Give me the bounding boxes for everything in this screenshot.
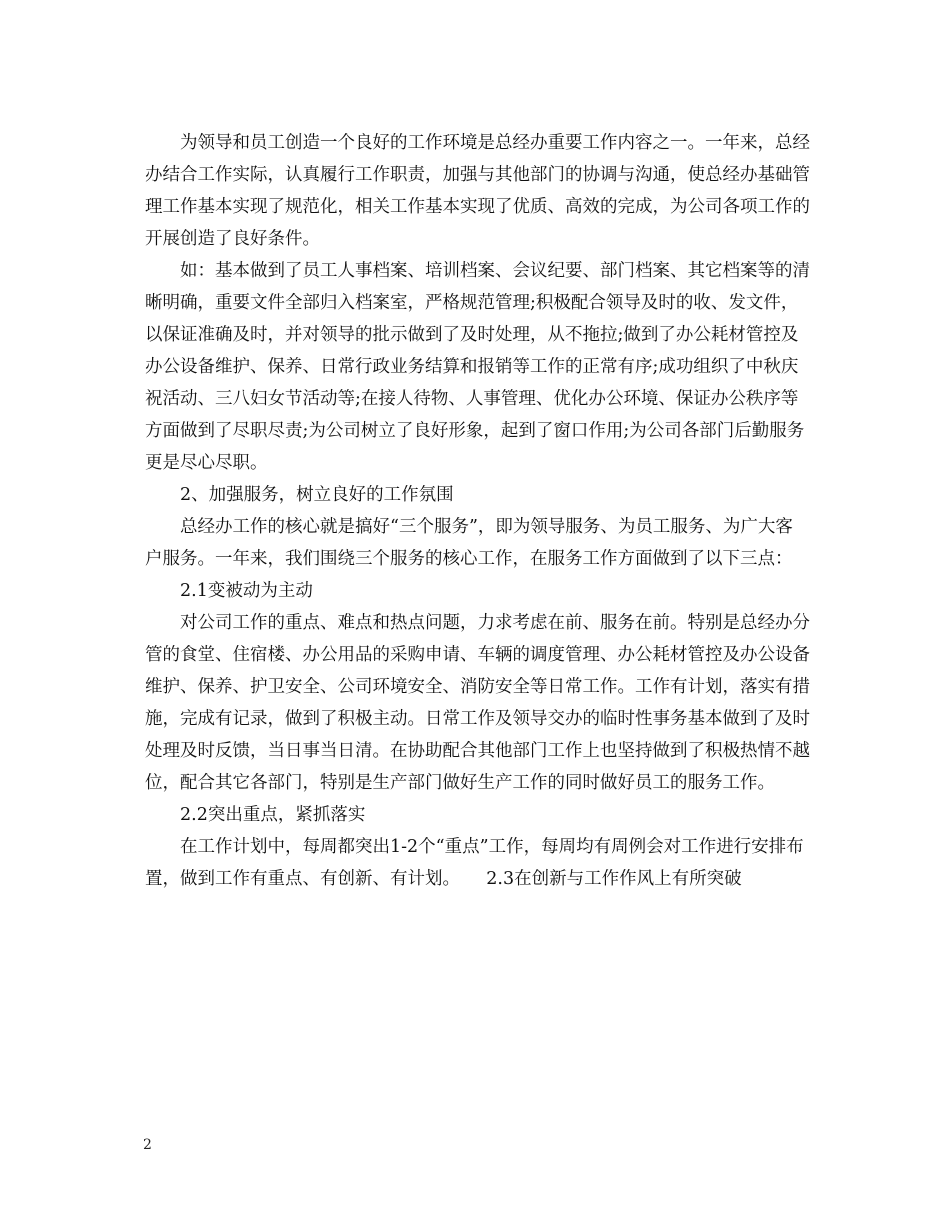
page-number: 2	[143, 1137, 152, 1153]
subsection-heading-2-1: 2.1变被动为主动	[180, 581, 313, 601]
paragraph-work-environment: 为领导和员工创造一个良好的工作环境是总经办重要工作内容之一。一年来，总经办结合工作实际，认真履行工作职责，加强与其他部门的协调与沟通，使总经办基础管理工作基本实现了规范化，相关工作基本实现了优质、高效的完成，为公司各项工作的开展创造了良好条件。	[145, 133, 810, 249]
paragraph-proactive: 对公司工作的重点、难点和热点问题，力求考虑在前、服务在前。特别是总经办分管的食堂、住宿楼、办公用品的采购申请、车辆的调度管理、办公耗材管控及办公设备维护、保养、护卫安全、公司环境安全、消防安全等日常工作。工作有计划，落实有措施，完成有记录，做到了积极主动。日常工作及领导交办的临时性事务基本做到了及时处理及时反馈，当日事当日清。在协助配合其他部门工作上也坚持做到了积极热情不越位，配合其它各部门，特别是生产部门做好生产工作的同时做好员工的服务工作。	[145, 613, 810, 793]
paragraph-examples: 如：基本做到了员工人事档案、培训档案、会议纪要、部门档案、其它档案等的清晰明确，重要文件全部归入档案室，严格规范管理;积极配合领导及时的收、发文件，以保证准确及时，并对领导的批示做到了及时处理，从不拖拉;做到了办公耗材管控及办公设备维护、保养、日常行政业务结算和报销等工作的正常有序;成功组织了中秋庆祝活动、三八妇女节活动等;在接人待物、人事管理、优化办公环境、保证办公秩序等方面做到了尽职尽责;为公司树立了良好形象，起到了窗口作用;为公司各部门后勤服务更是尽心尽职。	[145, 261, 810, 473]
document-body	[145, 127, 810, 895]
paragraph-key-points: 在工作计划中，每周都突出1-2个“重点”工作，每周均有周例会对工作进行安排布置，做到工作有重点、有创新、有计划。 2.3在创新与工作作风上有所突破	[145, 837, 804, 889]
subsection-heading-2-2: 2.2突出重点，紧抓落实	[180, 805, 366, 825]
paragraph-three-services: 总经办工作的核心就是搞好“三个服务”，即为领导服务、为员工服务、为广大客户服务。一年来，我们围绕三个服务的核心工作，在服务工作方面做到了以下三点：	[145, 517, 793, 569]
section-heading-2: 2、加强服务，树立良好的工作氛围	[180, 485, 454, 505]
